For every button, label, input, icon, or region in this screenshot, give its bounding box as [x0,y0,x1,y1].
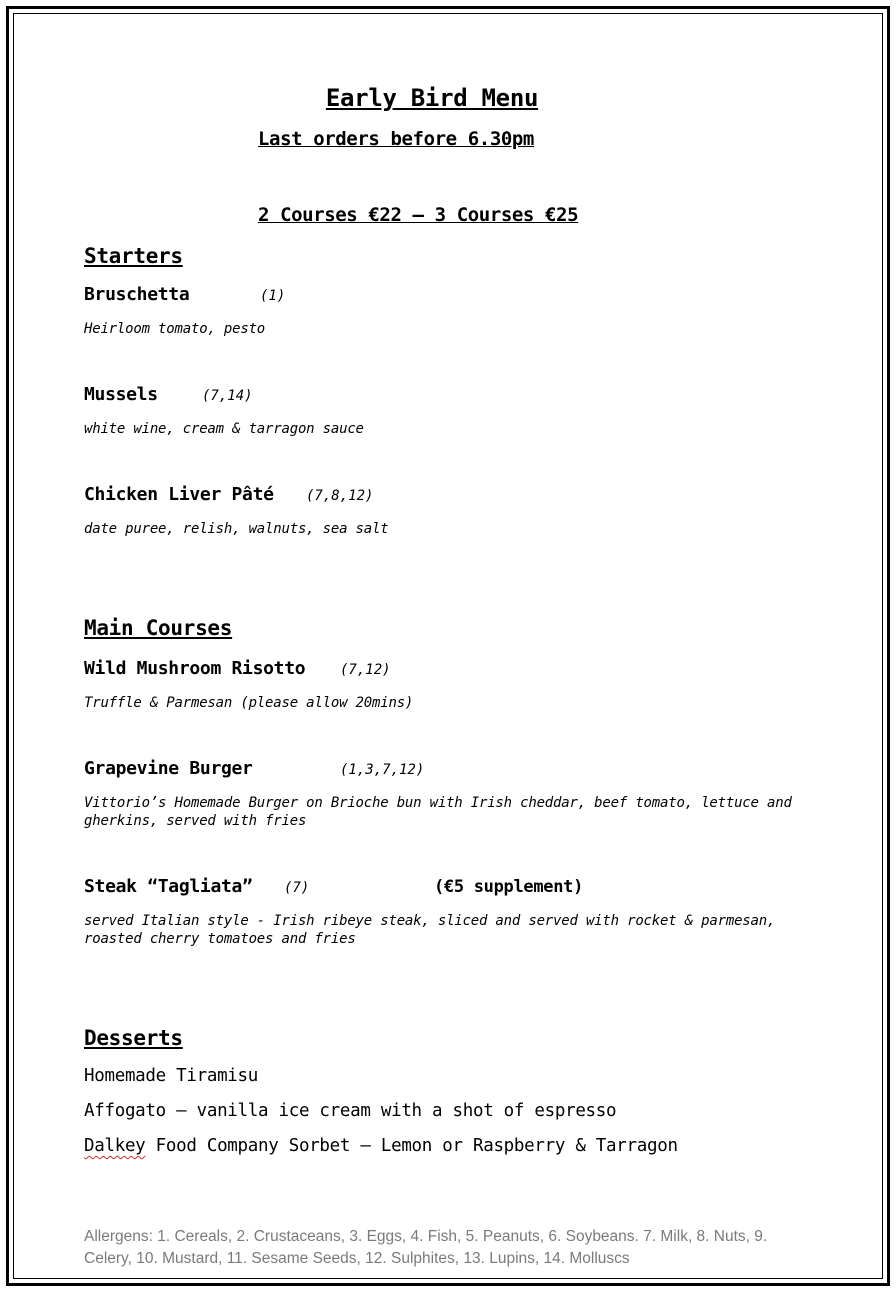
allergen-codes: (1,3,7,12) [340,762,425,778]
dessert-item: Affogato – vanilla ice cream with a shot of espresso [84,1101,617,1121]
dish-description: served Italian style - Irish ribeye steak, sliced and served with rocket & parmesan, roasted cherry tomatoes and fries [84,913,776,947]
dessert-item: Homemade Tiramisu [84,1066,259,1086]
main-item-name [84,758,253,779]
dish-name: Grapevine Burger [84,758,253,779]
dessert-item-rest: Food Company Sorbet – Lemon or Raspberry & Tarragon [145,1136,678,1156]
last-orders-note: Last orders before 6.30pm [258,128,534,150]
starter-item-name [84,484,274,505]
spellcheck-flagged-word: Dalkey [84,1136,146,1156]
allergen-codes: (7,12) [340,662,391,678]
starters-heading: Starters [84,244,183,268]
main-item-name [84,658,305,679]
dessert-item [84,1136,678,1156]
dish-name: Bruschetta [84,284,190,305]
dish-description: white wine, cream & tarragon sauce [84,421,364,437]
menu-title: Early Bird Menu [325,84,539,112]
price-supplement: (€5 supplement) [434,877,584,897]
course-pricing: 2 Courses €22 – 3 Courses €25 [258,204,579,226]
dish-name: Wild Mushroom Risotto [84,658,306,679]
starter-item-name [84,284,189,305]
dish-description: Heirloom tomato, pesto [84,321,266,337]
main-item-name [84,876,253,897]
allergen-legend: Allergens: 1. Cereals, 2. Crustaceans, 3. Eggs, 4. Fish, 5. Peanuts, 6. Soybeans. 7. Milk, 8. Nuts, 9. Celery, 10. Mustard, 11. Sesame Seeds, 12. Sulphites, 13. Lupins, 14. Molluscs [84,1228,768,1267]
dish-name: Steak “Tagliata” [84,876,253,897]
allergen-codes: (1) [260,288,286,304]
page-border-inner [13,13,883,1279]
dish-name: Chicken Liver Pâté [84,484,274,505]
main-courses-heading: Main Courses [84,616,233,640]
desserts-heading: Desserts [84,1026,183,1050]
dish-description: date puree, relish, walnuts, sea salt [84,521,389,537]
allergen-codes: (7) [284,880,310,896]
allergen-codes: (7,8,12) [306,488,374,504]
allergen-codes: (7,14) [202,388,253,404]
starter-item-name [84,384,158,405]
dish-name: Mussels [84,384,158,405]
dish-description: Vittorio’s Homemade Burger on Brioche bun with Irish cheddar, beef tomato, lettuce and gherkins, served with fries [84,795,792,829]
dish-description: Truffle & Parmesan (please allow 20mins) [84,695,414,711]
